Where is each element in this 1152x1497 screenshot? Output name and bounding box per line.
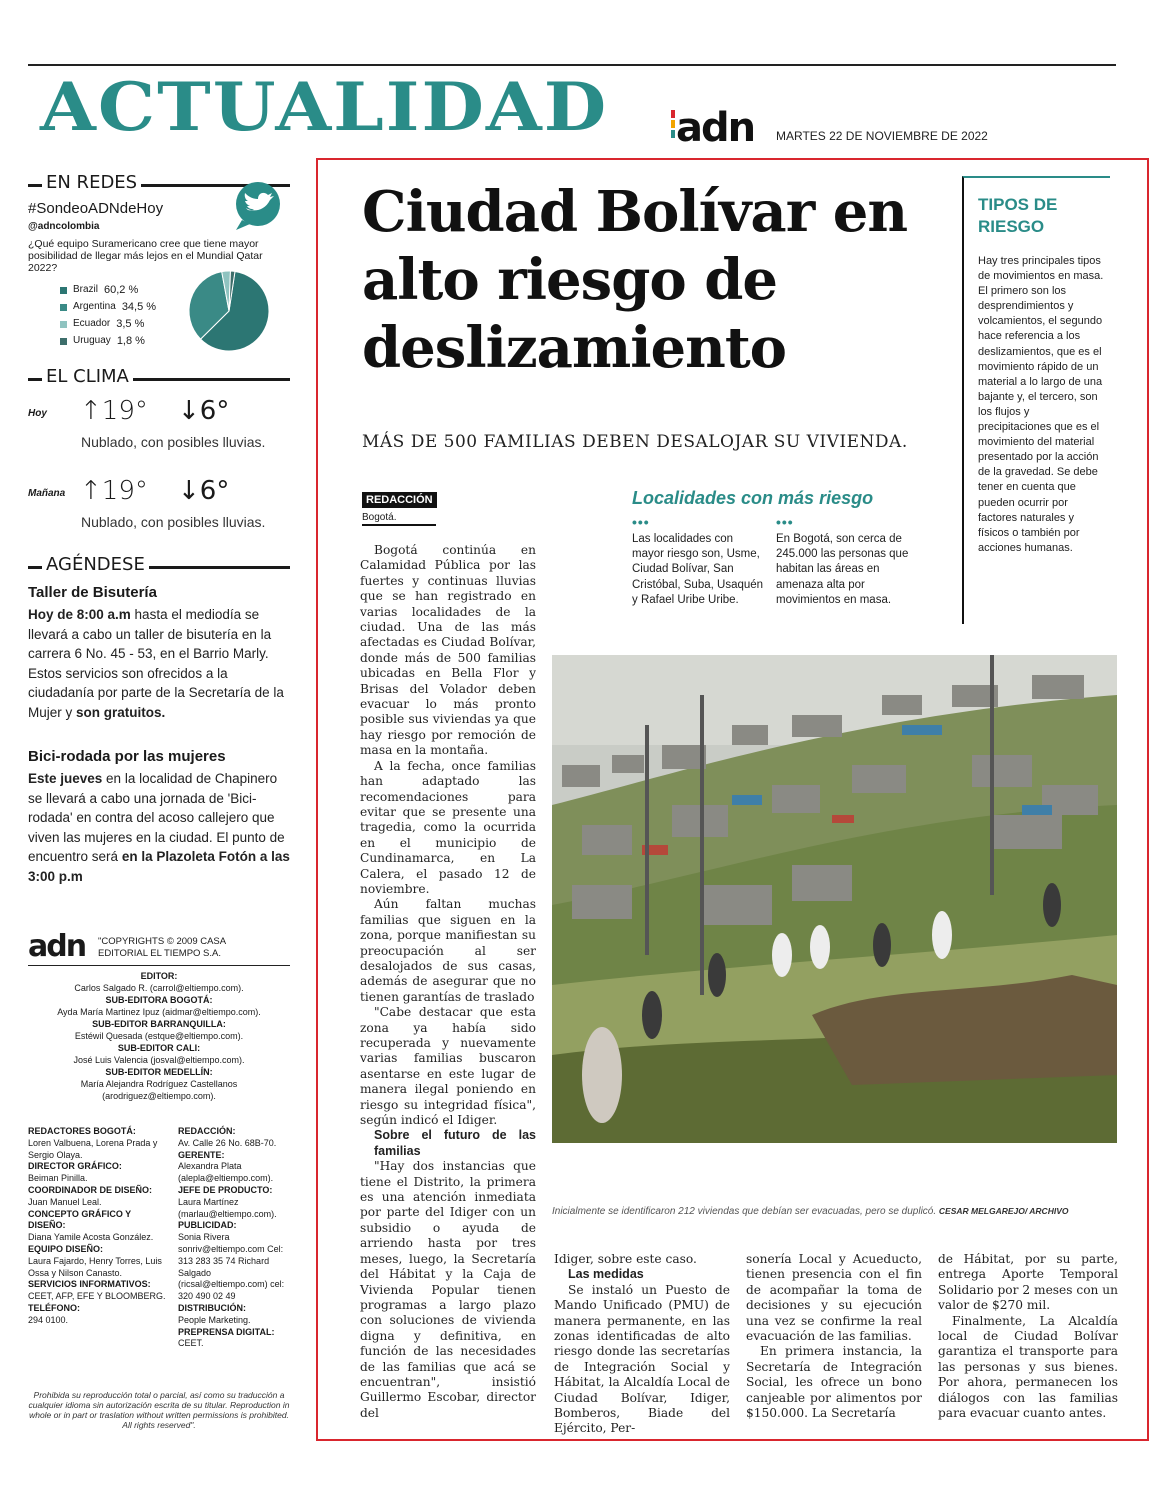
- credit-role: DIRECTOR GRÁFICO:: [28, 1161, 122, 1172]
- agenda-label: AGÉNDESE: [42, 554, 149, 576]
- credit-name: Carlos Salgado R. (carrol@eltiempo.com).: [74, 983, 244, 993]
- clima-header: [28, 366, 290, 388]
- event-text: [28, 605, 290, 722]
- forecast-day: Hoy: [28, 408, 47, 419]
- paragraph: sonería Local y Acueducto, tienen presencia con el fin de acompañar la toma de decisiones y su ejecución una vez se confirme la real evacuación de las familias.: [746, 1252, 922, 1344]
- byline: REDACCIÓN: [362, 492, 437, 508]
- agenda-header: [28, 554, 290, 576]
- editors-list: [28, 970, 290, 1102]
- credit-role: SUB-EDITOR BARRANQUILLA:: [92, 1019, 226, 1029]
- credit-name: Av. Calle 26 No. 68B-70.: [178, 1137, 277, 1148]
- event-body: en la localidad de Chapinero se llevará a cabo una jornada de 'Bici-rodada' en contra del acoso callejero que viven las mujeres en la ciudad. El punto de encuentro será: [28, 771, 285, 864]
- subheading: Sobre el futuro de las familias: [374, 1128, 536, 1158]
- poll-swatch: [60, 287, 67, 294]
- credit-role: JEFE DE PRODUCTO:: [178, 1184, 273, 1195]
- twitter-bubble-icon: [228, 180, 286, 232]
- paragraph: Bogotá continúa en Calamidad Pública por las fuertes y continuas lluvias que se han registrado en varias localidades de la ciudad. Una de las más afectadas es Ciudad Bolívar, donde más de 500 familias ubicadas en Bella Flor y Brisas del Volador deben evacuar lo más pronto posible sus viviendas ya que hay riesgo por remoción de masa en la montaña.: [360, 543, 536, 758]
- credit-name: José Luis Valencia (josval@eltiempo.com).: [73, 1055, 245, 1065]
- paragraph: En primera instancia, la Secretaría de Integración Social, les ofrece un bono canjeable por alimentos por $150.000. La Secretaría: [746, 1344, 922, 1421]
- logo-bars: [671, 110, 675, 140]
- credit-name: Sonia Rivera sonriv@eltiempo.com Cel: 313 283 35 74 Richard Salgado (ricsal@eltiempo.com) cel: 320 490 02 49: [178, 1232, 285, 1302]
- poll-value: 34,5 %: [121, 301, 157, 313]
- credit-name: Loren Valbuena, Lorena Prada y Sergio Olaya.: [28, 1137, 158, 1160]
- credit-role: CONCEPTO GRÁFICO Y DISEÑO:: [28, 1208, 132, 1231]
- article-column-4: [938, 1252, 1118, 1421]
- poll-name: Brazil: [73, 284, 99, 295]
- credit-role: COORDINADOR DE DISEÑO:: [28, 1184, 153, 1195]
- article-headline: Ciudad Bolívar en alto riesgo de deslizamiento: [362, 179, 908, 381]
- forecast-high: ↑19°: [80, 396, 148, 426]
- forecast-tomorrow: [28, 476, 290, 556]
- paragraph: A la fecha, once familias han adaptado las recomendaciones para evitar que se presente una tragedia, como la ocurrida en el municipio de Cundinamarca, en La Calera, el pasado 12 de noviembre.: [360, 758, 536, 896]
- credit-name: Alexandra Plata (alepla@eltiempo.com).: [178, 1161, 274, 1184]
- event-lead: Hoy de 8:00 a.m: [28, 607, 131, 622]
- event-tail: en la Plazoleta Fotón a las 3:00 p.m: [28, 849, 290, 884]
- forecast-low: ↓6°: [178, 476, 230, 506]
- poll-swatch: [60, 304, 67, 311]
- article-deck: MÁS DE 500 FAMILIAS DEBEN DESALOJAR SU VIVIENDA.: [362, 432, 908, 452]
- credit-name: Laura Martínez (marlau@eltiempo.com).: [178, 1196, 277, 1219]
- rights-notice: Prohibida su reproducción total o parcial, así como su traducción a cualquier idioma sin autorización escrita de su titular. Reproduction in whole or in part or traslation without written permissions is prohibited. All rights reserved".: [28, 1390, 290, 1430]
- credit-role: SUB-EDITOR CALI:: [117, 1043, 201, 1053]
- credits-logo: adn: [28, 929, 86, 964]
- poll-hashtag: #SondeoADNdeHoy: [28, 200, 164, 217]
- credit-role: GERENTE:: [178, 1149, 225, 1160]
- paragraph: de Hábitat, por su parte, entrega Aporte Temporal Solidario por 2 meses con un valor de $270 mil.: [938, 1252, 1118, 1313]
- copyright-line: EDITORIAL EL TIEMPO S.A.: [98, 948, 222, 959]
- credit-name: Laura Fajardo, Henry Torres, Luis Ossa y Nilson Canasto.: [28, 1255, 162, 1278]
- section-title: ACTUALIDAD: [40, 67, 609, 146]
- paragraph: Finalmente, La Alcaldía local de Ciudad Bolívar garantiza el transporte para las personas y sus bienes. Por ahora, permanecen los diálogos con las familias para evacuar cuanto antes.: [938, 1313, 1118, 1421]
- credit-role: EQUIPO DISEÑO:: [28, 1243, 104, 1254]
- credit-role: REDACCIÓN:: [178, 1126, 236, 1136]
- credit-name: CEET.: [178, 1338, 204, 1349]
- byline-rule: [362, 524, 436, 526]
- forecast-low: ↓6°: [178, 396, 230, 426]
- credit-name: Beiman Pinilla.: [28, 1173, 88, 1184]
- issue-date: MARTES 22 DE NOVIEMBRE DE 2022: [776, 129, 988, 143]
- credit-role: DISTRIBUCIÓN:: [178, 1302, 246, 1313]
- poll-name: Ecuador: [73, 318, 111, 329]
- poll-row: [60, 335, 145, 347]
- staff-col-2: [178, 1126, 293, 1350]
- poll-handle: @adncolombia: [28, 221, 100, 232]
- poll-swatch: [60, 321, 67, 328]
- credit-name: Diana Yamile Acosta González.: [28, 1232, 154, 1243]
- caption-text: Inicialmente se identificaron 212 viviendas que debían ser evacuadas, pero se duplicó.: [552, 1206, 937, 1217]
- credit-role: TELÉFONO:: [28, 1302, 80, 1313]
- forecast-desc: Nublado, con posibles lluvias.: [81, 514, 266, 530]
- paragraph: Se instaló un Puesto de Mando Unificado (PMU) de manera permanente, en las zonas identificadas de alto riesgo donde las secretarías de Integración Social y Hábitat, la Alcaldía Local de Ciudad Bolívar, Idiger, Bomberos, Biade del Ejército, Per-: [554, 1282, 730, 1436]
- poll-value: 60,2 %: [104, 284, 139, 296]
- credit-name: Estéwil Quesada (estque@eltiempo.com).: [74, 1031, 244, 1041]
- bullet-dots: •••: [776, 514, 794, 530]
- poll-row: [60, 284, 138, 296]
- subheading: Las medidas: [568, 1267, 644, 1282]
- event-tail: son gratuitos.: [76, 704, 166, 720]
- localidades-text-1: Las localidades con mayor riesgo son, Usme, Ciudad Bolívar, San Cristóbal, Suba, Usaquén y Rafael Uribe Uribe.: [632, 533, 764, 606]
- credit-name: CEET, AFP, EFE Y BLOOMBERG.: [28, 1291, 166, 1302]
- localidades-text-2: En Bogotá, son cerca de 245.000 las personas que habitan las áreas en amenaza alta por movimientos en masa.: [776, 533, 909, 606]
- article-photo: [552, 655, 1117, 1143]
- paragraph: Aún faltan muchas familias que siguen en la zona, porque manifiestan su preocupación al ser desalojados de sus casas, además de asegurar que no tienen garantías de traslado: [360, 897, 536, 1004]
- forecast-today: [28, 396, 290, 476]
- paragraph: Idiger, sobre este caso.: [554, 1252, 697, 1266]
- top-rule: [28, 64, 1116, 66]
- credit-role: SUB-EDITOR MEDELLÍN:: [105, 1067, 213, 1077]
- copyright-line: "COPYRIGHTS © 2009 CASA: [98, 936, 227, 947]
- en-redes-label: EN REDES: [42, 172, 141, 194]
- credit-role: EDITOR:: [140, 971, 178, 981]
- left-column: [28, 172, 290, 886]
- photo-caption: [552, 1206, 1117, 1217]
- poll-pie-chart: [178, 266, 280, 356]
- article-column-2: [554, 1252, 730, 1437]
- forecast-day: Mañana: [28, 488, 66, 499]
- credit-name: Ayda María Martinez Ipuz (aidmar@eltiempo.com).: [57, 1007, 261, 1017]
- riesgo-text: Hay tres principales tipos de movimientos en masa. El primero son los desprendimientos y volcamientos, el segundo hace referencia a los deslizamientos, que es el movimiento rápido de un material a lo largo de una bajante y, el tercero, son los flujos y precipitaciones que es el movimiento del material presentado por la acción de la gravedad. Se debe tener en cuenta que pueden ocurrir por factores naturales y físicos o también por acciones humanas.: [978, 255, 1104, 554]
- poll-row: [60, 318, 144, 330]
- credit-name: People Marketing.: [178, 1314, 251, 1325]
- riesgo-title: TIPOS DE RIESGO: [978, 195, 1058, 236]
- poll-value: 1,8 %: [116, 335, 145, 347]
- article-column-3: [746, 1252, 922, 1421]
- poll-question: ¿Qué equipo Suramericano cree que tiene mayor posibilidad de llegar más lejos en el Mundial Qatar 2022?: [28, 238, 263, 274]
- adn-logo: adn: [676, 105, 755, 151]
- event-body: hasta el mediodía se llevará a cabo un taller de bisutería en la carrera 6 No. 45 - 53, en el Barrio Marly. Estos servicios son ofrecidos a la ciudadanía por parte de la Secretaría de la Mujer y: [28, 607, 284, 720]
- localidades-title: Localidades con más riesgo: [632, 488, 874, 508]
- poll-row: [60, 301, 156, 313]
- bullet-dots: •••: [632, 514, 650, 530]
- credit-role: SERVICIOS INFORMATIVOS:: [28, 1279, 151, 1290]
- article-column-1: [360, 543, 536, 1421]
- poll-value: 3,5 %: [116, 318, 145, 330]
- event-title: Taller de Bisutería: [28, 584, 157, 601]
- staff-col-1: [28, 1126, 168, 1327]
- credit-name: Juan Manuel Leal.: [28, 1196, 102, 1207]
- poll-results: [28, 280, 290, 356]
- credit-name: 294 0100.: [28, 1314, 69, 1325]
- credit-role: REDACTORES BOGOTÁ:: [28, 1126, 136, 1136]
- credit-role: PREPRENSA DIGITAL:: [178, 1326, 275, 1337]
- credits-rule: [28, 965, 290, 966]
- poll-swatch: [60, 338, 67, 345]
- event-lead: Este jueves: [28, 771, 103, 786]
- credit-name: María Alejandra Rodríguez Castellanos (arodriguez@eltiempo.com).: [80, 1079, 238, 1101]
- clima-label: EL CLIMA: [42, 366, 133, 388]
- byline-city: Bogotá.: [362, 512, 397, 523]
- event-text: [28, 769, 290, 886]
- event-title: Bici-rodada por las mujeres: [28, 748, 226, 765]
- photo-credit: CESAR MELGAREJO/ ARCHIVO: [938, 1206, 1069, 1216]
- poll-name: Uruguay: [73, 335, 111, 346]
- credit-role: PUBLICIDAD:: [178, 1220, 237, 1231]
- paragraph: "Cabe destacar que esta zona ya había sido recuperada y nuevamente varias familias buscaron asentarse en este lugar de manera ilegal poniendo en riesgo su integridad física", según indicó el Idiger.: [360, 1005, 536, 1128]
- poll-name: Argentina: [73, 301, 116, 312]
- credit-role: SUB-EDITORA BOGOTÁ:: [105, 995, 213, 1005]
- copyright: [98, 936, 226, 960]
- forecast-desc: Nublado, con posibles lluvias.: [81, 434, 266, 450]
- paragraph: "Hay dos instancias que tiene el Distrito, la primera es una atención inmediata por parte del Idiger con un subsidio o ayuda de arriendo hasta por tres meses, luego, la Secretaría del Hábitat y la Caja de Vivienda Popular tienen programas a largo plazo con soluciones de vivienda digna y definitiva, en función de las necesidades de las familias que acá se encuentran", insistió Guillermo Escobar, director del: [360, 1159, 536, 1420]
- forecast-high: ↑19°: [80, 476, 148, 506]
